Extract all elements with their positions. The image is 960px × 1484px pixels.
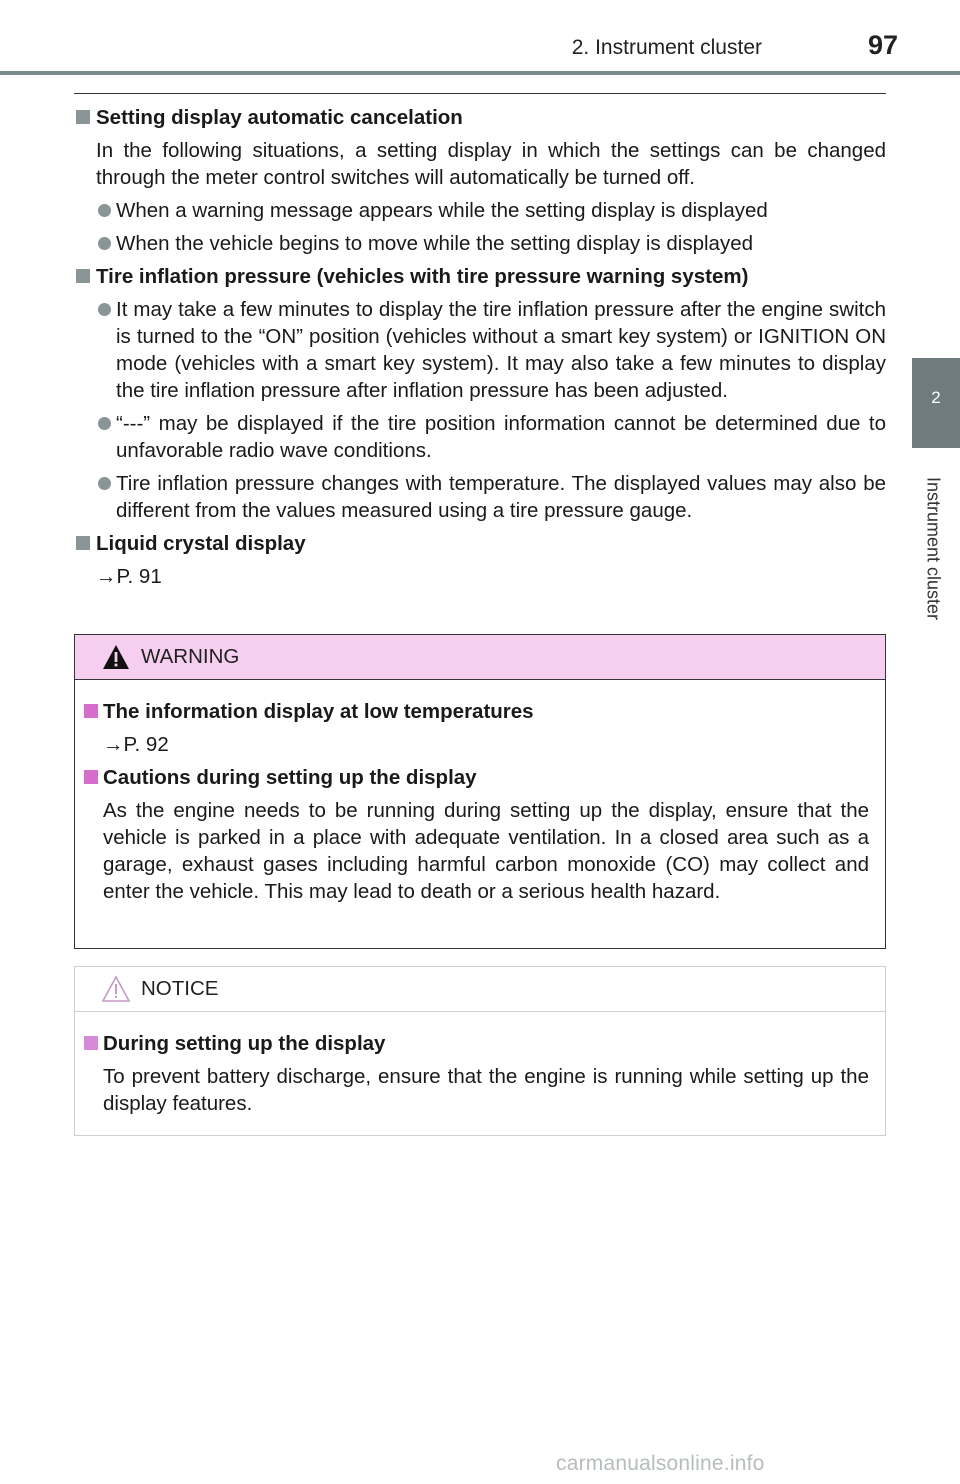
square-bullet-icon [84,704,98,718]
header-rule [0,71,960,75]
notice-box-header [75,967,885,1012]
warning-box-header [75,635,885,680]
chapter-side-label [918,460,948,640]
notice-label: NOTICE [141,977,219,1000]
list-item: When the vehicle begins to move while the setting display is displayed [74,230,886,257]
page-reference-link[interactable]: →P. 91 [96,565,162,588]
chapter-tab-number: 2 [931,388,941,407]
content-top-rule [74,93,886,94]
chapter-side-label-text: Instrument cluster [923,476,944,621]
warning-item-heading: Cautions during setting up the display [83,764,869,791]
square-bullet-icon [84,1036,98,1050]
warning-body [75,680,885,905]
list-item: “---” may be displayed if the tire position information cannot be determined due to unfavorable radio wave conditions. [74,410,886,464]
round-bullet-icon [98,477,111,490]
page-number: 97 [867,30,898,60]
round-bullet-icon [98,237,111,250]
section-heading: Tire inflation pressure (vehicles with tire pressure warning system) [74,263,886,290]
page-header [0,0,960,78]
watermark-text: carmanualsonline.info [556,1452,765,1475]
round-bullet-icon [98,204,111,217]
chapter-tab [912,358,960,448]
section-heading: Liquid crystal display [74,530,886,557]
caution-triangle-icon [101,975,131,1003]
section-heading: Setting display automatic cancelation [74,104,886,131]
header-section-title: 2. Instrument cluster [571,36,762,59]
warning-triangle-icon [101,643,131,671]
square-bullet-icon [76,110,90,124]
square-bullet-icon [84,770,98,784]
list-item: It may take a few minutes to display the tire inflation pressure after the engine switch is turned to the “ON” position (vehicles without a smart key system) or IGNITION ON mode (vehicles with a smart key system). It may also take a few minutes to display the tire inflation pressure after inflation pressure has been adjusted. [74,296,886,404]
square-bullet-icon [76,269,90,283]
page-reference-link[interactable]: →P. 92 [103,733,169,756]
warning-label: WARNING [141,645,240,668]
notice-box [74,966,886,1136]
list-item: When a warning message appears while the setting display is displayed [74,197,886,224]
list-item: Tire inflation pressure changes with temperature. The displayed values may also be different from the values measured using a tire pressure gauge. [74,470,886,524]
section-paragraph: In the following situations, a setting display in which the settings can be changed through the meter control switches will automatically be turned off. [96,139,886,189]
notice-item-heading: During setting up the display [83,1030,869,1057]
warning-paragraph: As the engine needs to be running during setting up the display, ensure that the vehicle is parked in a place with adequate ventilation. In a closed area such as a garage, exhaust gases including harmful carbon monoxide (CO) may collect and enter the vehicle. This may lead to death or a serious health hazard. [103,799,869,903]
round-bullet-icon [98,303,111,316]
notice-paragraph: To prevent battery discharge, ensure that the engine is running while setting up the display features. [103,1065,869,1115]
square-bullet-icon [76,536,90,550]
warning-box [74,634,886,949]
main-content [74,104,886,596]
notice-body [75,1012,885,1117]
round-bullet-icon [98,417,111,430]
warning-item-heading: The information display at low temperatures [83,698,869,725]
